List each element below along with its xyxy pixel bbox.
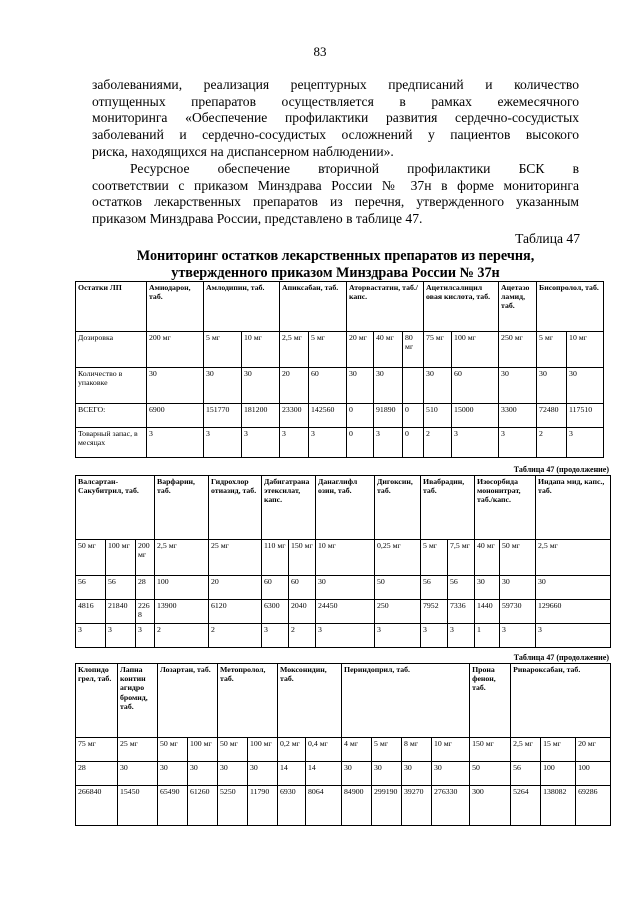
table-cell: 3 — [374, 428, 403, 458]
table-cell: 80 мг — [403, 332, 424, 368]
table-cell: 0 — [347, 404, 374, 428]
table-cell: 3 — [76, 624, 106, 648]
table-cell: 40 мг — [475, 540, 500, 576]
table-cell: 0 — [403, 428, 424, 458]
table-cell: 30 — [147, 368, 204, 404]
row-label: Дозировка — [76, 332, 147, 368]
table-row — [76, 540, 611, 576]
resource-paragraph — [92, 161, 579, 228]
table-cell: 50 мг — [158, 738, 188, 762]
table-cell: 5 мг — [204, 332, 242, 368]
table-cell: 28 — [136, 576, 155, 600]
table-header: Клопидо грел, таб. — [76, 664, 118, 738]
table-cell: 50 — [470, 762, 511, 786]
text-line: риска, находящихся на диспансерном наблюдении». — [92, 143, 394, 159]
table-row — [76, 476, 611, 540]
table-cell: 2,5 мг — [280, 332, 309, 368]
text-line: заболеваниями, реализация рецептурных предписаний и количество — [92, 77, 579, 92]
table-cell: 13900 — [155, 600, 209, 624]
table-cell: 30 — [188, 762, 218, 786]
table-cell: 250 — [375, 600, 421, 624]
table-cell: 100 — [541, 762, 576, 786]
table-part-1 — [75, 281, 604, 458]
table-cell: 2268 — [136, 600, 155, 624]
table-header: Лапна контин агидро бромид, таб. — [118, 664, 158, 738]
table-part-2 — [75, 475, 611, 648]
table-header: Изосорбида мононитрат, таб./капс. — [475, 476, 536, 540]
table-cell: 0,2 мг — [278, 738, 306, 762]
text-line: заболеваний и сердечно-сосудистых осложнений у пациентов высокого — [92, 127, 579, 143]
table-cell: 11790 — [248, 786, 278, 826]
table-cell: 4816 — [76, 600, 106, 624]
table-cell: 3 — [136, 624, 155, 648]
table-cell: 10 мг — [316, 540, 375, 576]
table-cell: 30 — [402, 762, 432, 786]
table-cell: 3 — [499, 428, 537, 458]
table-cell: 2 — [155, 624, 209, 648]
table-header: Аторвастатин, таб./капс. — [347, 282, 424, 332]
table-cell: 2,5 мг — [511, 738, 541, 762]
table-cell: 30 — [248, 762, 278, 786]
table-header: Остатки ЛП — [76, 282, 147, 332]
table-cell: 5 мг — [309, 332, 347, 368]
table-cell: 61260 — [188, 786, 218, 826]
table-cell: 3 — [316, 624, 375, 648]
table-cell: 100 — [576, 762, 611, 786]
table-cell: 110 мг — [262, 540, 289, 576]
table-cell: 10 мг — [432, 738, 470, 762]
table-cell: 30 — [499, 368, 537, 404]
table-cell: 56 — [421, 576, 448, 600]
table-cell: 30 — [118, 762, 158, 786]
table-cell: 60 — [452, 368, 499, 404]
table-cell: 30 — [218, 762, 248, 786]
table-row — [76, 282, 604, 332]
table-cell: 7336 — [448, 600, 475, 624]
table-cell: 3 — [106, 624, 136, 648]
table-cell: 30 — [372, 762, 402, 786]
table-header: Ацетазо ламид, таб. — [499, 282, 537, 332]
table-title-line: Мониторинг остатков лекарственных препаратов из перечня, — [136, 248, 535, 264]
table-cell: 3 — [204, 428, 242, 458]
table-cell: 20 мг — [576, 738, 611, 762]
table-row — [76, 600, 611, 624]
row-label: Количество в упаковке — [76, 368, 147, 404]
table-row — [76, 738, 611, 762]
table-header: Валсартан-Сакубитрил, таб. — [76, 476, 155, 540]
table-cell: 3 — [452, 428, 499, 458]
table-cell: 50 мг — [218, 738, 248, 762]
table-row — [76, 332, 604, 368]
table-cell: 0 — [347, 428, 374, 458]
table-cell: 10 мг — [242, 332, 280, 368]
table-cell: 59730 — [500, 600, 536, 624]
table-row — [76, 664, 611, 738]
table-cell: 6930 — [278, 786, 306, 826]
table-cell: 20 мг — [347, 332, 374, 368]
table-header: Варфарин, таб. — [155, 476, 209, 540]
table-cell: 7952 — [421, 600, 448, 624]
table-cell: 60 — [309, 368, 347, 404]
table-cell: 142560 — [309, 404, 347, 428]
text-line: мониторинга «Обеспечение профилактики развития сердечно-сосудистых — [92, 110, 579, 126]
table-cell: 6300 — [262, 600, 289, 624]
table-cell: 8 мг — [402, 738, 432, 762]
table-cell: 117510 — [567, 404, 604, 428]
table-cell: 3 — [448, 624, 475, 648]
table-cell: 10 мг — [567, 332, 604, 368]
table-cell: 5250 — [218, 786, 248, 826]
table-cell: 5 мг — [537, 332, 567, 368]
table-header: Метопролол, таб. — [218, 664, 278, 738]
table-cell: 5 мг — [372, 738, 402, 762]
table-cell: 3 — [309, 428, 347, 458]
table-cell: 91890 — [374, 404, 403, 428]
table-cell: 3 — [262, 624, 289, 648]
table-cell: 1440 — [475, 600, 500, 624]
table-cell: 3 — [500, 624, 536, 648]
table-cell: 2040 — [289, 600, 316, 624]
table-cell: 56 — [511, 762, 541, 786]
table-cell: 24450 — [316, 600, 375, 624]
table-cell: 30 — [374, 368, 403, 404]
text-line: приказом Минздрава России, представлено в таблице 47. — [92, 211, 423, 227]
table-cell: 30 — [242, 368, 280, 404]
table-header: Моксонидин, таб. — [278, 664, 342, 738]
table-header: Индапа мид, капс., таб. — [536, 476, 611, 540]
table-cell: 4 мг — [342, 738, 372, 762]
table-cell: 60 — [289, 576, 316, 600]
table-cell: 7,5 мг — [448, 540, 475, 576]
table-cell: 150 мг — [289, 540, 316, 576]
table-cell: 181200 — [242, 404, 280, 428]
table-header: Ацетилсалицил овая кислота, таб. — [424, 282, 499, 332]
table-cell: 3 — [242, 428, 280, 458]
table-header: Лозартан, таб. — [158, 664, 218, 738]
table-cell: 266840 — [76, 786, 118, 826]
table-cell: 200 мг — [147, 332, 204, 368]
table-cell: 28 — [76, 762, 118, 786]
table-cell: 5 мг — [421, 540, 448, 576]
table-header: Данаглифл озин, таб. — [316, 476, 375, 540]
table-cell: 56 — [76, 576, 106, 600]
table-cell: 300 — [470, 786, 511, 826]
table-cell: 276330 — [432, 786, 470, 826]
table-cell: 56 — [448, 576, 475, 600]
table-cell: 3 — [567, 428, 604, 458]
table-cell: 299190 — [372, 786, 402, 826]
table-cell: 1 — [475, 624, 500, 648]
table-row — [76, 624, 611, 648]
text-line: Ресурсное обеспечение вторичной профилактики БСК в — [130, 161, 579, 176]
table-cell: 30 — [316, 576, 375, 600]
table-cell: 2 — [424, 428, 452, 458]
table-cell: 30 — [342, 762, 372, 786]
table-cell: 50 мг — [76, 540, 106, 576]
table-cell: 138082 — [541, 786, 576, 826]
table-header: Бисопролол, таб. — [537, 282, 604, 332]
table-cell: 30 — [536, 576, 611, 600]
table-cell: 30 — [432, 762, 470, 786]
table-cell: 15450 — [118, 786, 158, 826]
table-cell: 2 — [289, 624, 316, 648]
table-cell: 30 — [424, 368, 452, 404]
table-title-line: утвержденного приказом Минздрава России № 37н — [171, 264, 500, 281]
table-cell: 200 мг — [136, 540, 155, 576]
table-cell: 100 мг — [452, 332, 499, 368]
table-title — [92, 248, 579, 281]
table-row — [76, 762, 611, 786]
table-cell: 3 — [280, 428, 309, 458]
table-row — [76, 404, 604, 428]
table-cell: 3 — [421, 624, 448, 648]
table-cell: 30 — [567, 368, 604, 404]
table-cell: 75 мг — [76, 738, 118, 762]
table-cell: 15 мг — [541, 738, 576, 762]
table-cell: 30 — [204, 368, 242, 404]
intro-paragraph — [92, 77, 579, 160]
table-row — [76, 576, 611, 600]
table-cell: 0 — [403, 404, 424, 428]
table-header: Амлодипин, таб. — [204, 282, 280, 332]
table-cell: 14 — [306, 762, 342, 786]
table-header: Ивабрадин, таб. — [421, 476, 475, 540]
table-cell: 30 — [475, 576, 500, 600]
table-cell: 6900 — [147, 404, 204, 428]
table-cell: 0,25 мг — [375, 540, 421, 576]
table-cell: 3 — [375, 624, 421, 648]
table-cell: 2,5 мг — [155, 540, 209, 576]
table-cell: 100 мг — [106, 540, 136, 576]
table-cell: 65490 — [158, 786, 188, 826]
table-cell: 69286 — [576, 786, 611, 826]
table-cell: 2 — [209, 624, 262, 648]
table-cell: 50 — [375, 576, 421, 600]
table-cell: 60 — [262, 576, 289, 600]
table-cell: 3 — [147, 428, 204, 458]
table-header: Апиксабан, таб. — [280, 282, 347, 332]
table-row — [76, 786, 611, 826]
table-row — [76, 368, 604, 404]
row-label: Товарный запас, в месяцах — [76, 428, 147, 458]
table-part-3 — [75, 663, 611, 826]
table-label: Таблица 47 — [515, 231, 580, 246]
table-header: Дигоксин, таб. — [375, 476, 421, 540]
table-cell: 40 мг — [374, 332, 403, 368]
table-cell: 75 мг — [424, 332, 452, 368]
table-cell: 39270 — [402, 786, 432, 826]
table-cell: 3300 — [499, 404, 537, 428]
row-label: ВСЕГО: — [76, 404, 147, 428]
table-cell: 129660 — [536, 600, 611, 624]
table-header: Периндоприл, таб. — [342, 664, 470, 738]
page-number: 83 — [313, 44, 327, 59]
table-header: Гидрохлор отиазид, таб. — [209, 476, 262, 540]
table-cell: 21840 — [106, 600, 136, 624]
table-cell: 100 — [155, 576, 209, 600]
table-cell: 72480 — [537, 404, 567, 428]
table-cell: 30 — [347, 368, 374, 404]
table-cell: 20 — [280, 368, 309, 404]
table-cell: 510 — [424, 404, 452, 428]
table-cell: 84900 — [342, 786, 372, 826]
table-cell: 6120 — [209, 600, 262, 624]
table-cell: 5264 — [511, 786, 541, 826]
continuation-label: Таблица 47 (продолжение) — [513, 465, 609, 474]
table-header: Прона фенон, таб. — [470, 664, 511, 738]
table-header: Дабигатрана этексилат, капс. — [262, 476, 316, 540]
continuation-label: Таблица 47 (продолжение) — [513, 653, 609, 662]
table-cell: 20 — [209, 576, 262, 600]
table-cell: 14 — [278, 762, 306, 786]
table-cell: 250 мг — [499, 332, 537, 368]
table-cell: 56 — [106, 576, 136, 600]
text-line: отпущенных препаратов осуществляется в рамках ежемесячного — [92, 93, 579, 109]
table-cell: 8064 — [306, 786, 342, 826]
table-cell: 100 мг — [188, 738, 218, 762]
table-row — [76, 428, 604, 458]
table-cell: 23300 — [280, 404, 309, 428]
text-line: остатков лекарственных препаратов из перечня, утвержденного указанным — [92, 194, 579, 210]
table-cell — [403, 368, 424, 404]
table-header: Амиодарон, таб. — [147, 282, 204, 332]
table-cell: 25 мг — [118, 738, 158, 762]
table-cell: 50 мг — [500, 540, 536, 576]
table-cell: 100 мг — [248, 738, 278, 762]
table-cell: 2,5 мг — [536, 540, 611, 576]
table-cell: 0,4 мг — [306, 738, 342, 762]
table-cell: 30 — [500, 576, 536, 600]
table-cell: 151770 — [204, 404, 242, 428]
table-header: Ривароксабан, таб. — [511, 664, 611, 738]
table-cell: 3 — [536, 624, 611, 648]
text-line: соответствии с приказом Минздрава России № 37н в форме мониторинга — [92, 177, 579, 193]
table-cell: 15000 — [452, 404, 499, 428]
table-cell: 30 — [537, 368, 567, 404]
table-cell: 2 — [537, 428, 567, 458]
table-cell: 150 мг — [470, 738, 511, 762]
table-cell: 30 — [158, 762, 188, 786]
table-cell: 25 мг — [209, 540, 262, 576]
